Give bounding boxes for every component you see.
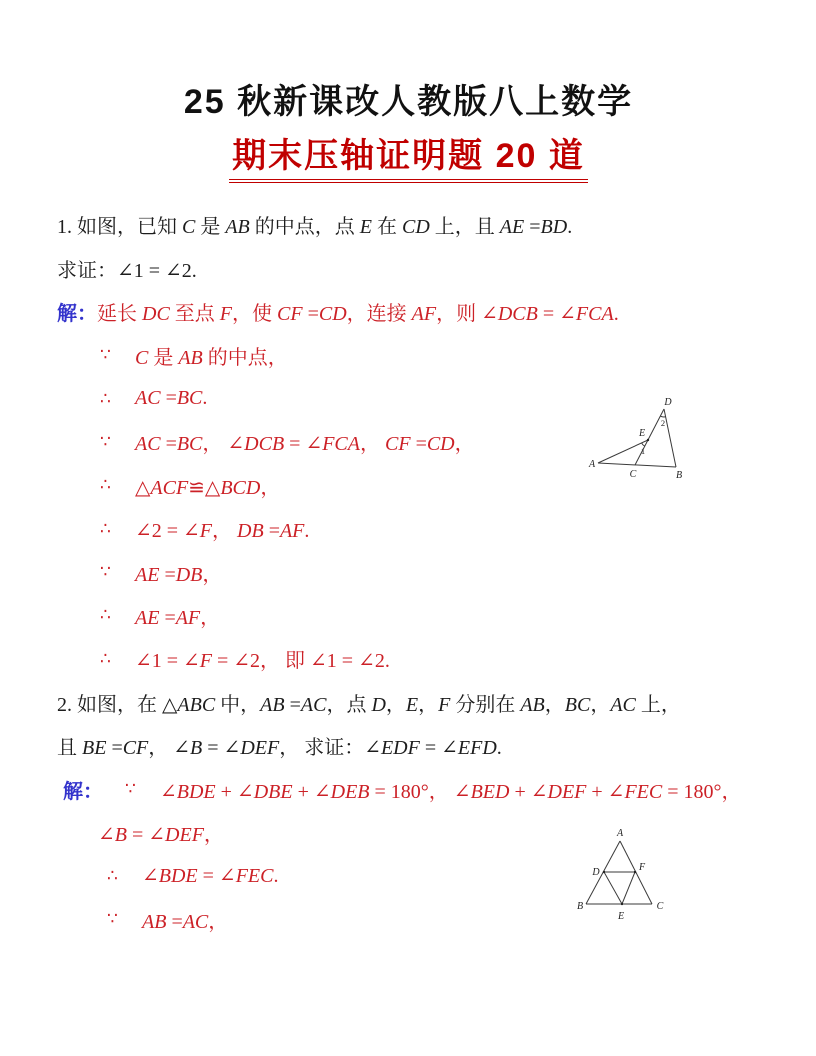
statement-line (57, 203, 760, 246)
svg-text:F: F (638, 862, 646, 873)
page-title: 25 秋新课改人教版八上数学 (183, 83, 634, 121)
svg-text:D: D (664, 397, 672, 408)
reason-marker: ∵ (107, 909, 118, 930)
solution-line (57, 290, 760, 333)
svg-text:C: C (656, 901, 664, 912)
line-text: ∠BDE + ∠DBE + ∠DEB = 180°， ∠BED + ∠DEF + ∠FEC = 180°， (160, 780, 742, 803)
line-text: C 是 AB 的中点， (135, 346, 288, 369)
problem1-solution (57, 290, 760, 681)
reason-marker: ∴ (100, 605, 111, 626)
statement-line (57, 724, 760, 767)
line-text: 且 BE =CF， ∠B = ∠DEF， 求证：∠EDF = ∠EFD. (57, 737, 502, 760)
subtitle-row (57, 137, 760, 183)
svg-text:E: E (617, 911, 625, 922)
line-text: 1. 如图，已知 C 是 AB 的中点，点 E 在 CD 上，且 AE =BD. (57, 216, 573, 239)
page-subtitle: 期末压轴证明题 20 道 (229, 137, 588, 183)
line-text: 2. 如图，在 △ABC 中，AB =AC，点 D，E，F 分别在 AB，BC，AC 上， (57, 693, 681, 716)
svg-text:B: B (675, 470, 683, 481)
svg-text:D: D (592, 867, 600, 878)
svg-text:A: A (616, 828, 624, 839)
reason-marker: ∵ (100, 345, 111, 366)
reason-marker: ∴ (100, 518, 111, 539)
solution-label: 解： (63, 780, 103, 803)
reason-marker: ∵ (100, 431, 111, 452)
line-text: △ACF≌△BCD， (135, 476, 281, 499)
line-text: 求证：∠1 = ∠2. (57, 259, 197, 282)
line-text: 延长 DC 至点 F，使 CF =CD，连接 AF，则 ∠DCB = ∠FCA. (97, 303, 619, 326)
svg-text:E: E (638, 428, 646, 439)
reason-marker: ∴ (100, 475, 111, 496)
solution-line (57, 767, 760, 810)
line-text: ∠B = ∠DEF， (98, 823, 224, 846)
svg-text:2: 2 (660, 418, 666, 428)
reason-marker: ∵ (100, 562, 111, 583)
svg-text:A: A (588, 459, 596, 470)
reason-marker: ∴ (100, 388, 111, 409)
line-text: AC =BC， ∠DCB = ∠FCA， CF =CD， (135, 433, 475, 456)
solution-line (57, 550, 760, 593)
solution-line (57, 594, 760, 637)
geometry-figure-problem1 (588, 395, 688, 481)
svg-text:B: B (576, 901, 584, 912)
solution-label: 解： (57, 303, 97, 326)
line-text: AB =AC， (142, 910, 229, 933)
geometry-figure-problem2 (575, 826, 671, 924)
statement-line (57, 247, 760, 290)
statement-line (57, 681, 760, 724)
problem2-statement (57, 681, 760, 768)
solution-line (57, 637, 760, 680)
solution-line (57, 507, 760, 550)
reason-marker: ∴ (107, 865, 118, 886)
solution-line (57, 333, 760, 376)
line-text: ∠1 = ∠F = ∠2， 即 ∠1 = ∠2. (135, 650, 390, 673)
line-text: ∠BDE = ∠FEC. (142, 865, 279, 888)
svg-text:C: C (629, 469, 637, 480)
line-text: AE =AF， (135, 606, 221, 629)
line-text: AE =DB， (135, 563, 223, 586)
line-text: ∠2 = ∠F， DB =AF. (135, 520, 310, 543)
line-text: AC =BC. (135, 387, 208, 410)
reason-marker: ∴ (100, 648, 111, 669)
problem1-statement (57, 203, 760, 290)
svg-text:1: 1 (640, 446, 646, 456)
reason-marker: ∵ (125, 779, 136, 800)
